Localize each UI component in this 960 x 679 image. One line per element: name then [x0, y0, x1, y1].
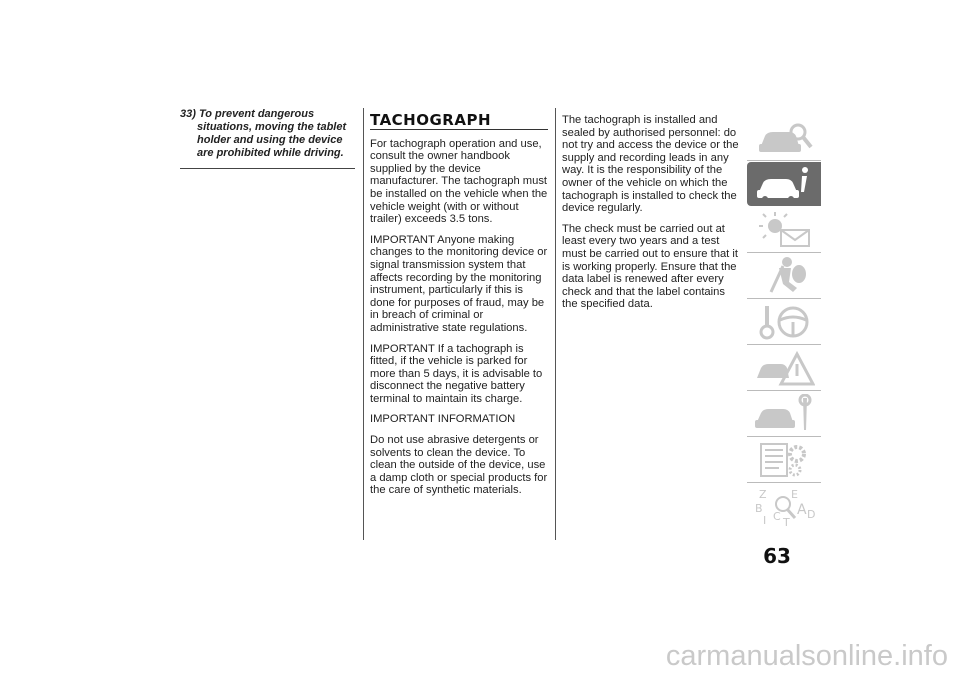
paragraph: IMPORTANT INFORMATION: [370, 413, 516, 426]
car-info-icon: [753, 164, 815, 204]
tab-car-magnifier[interactable]: [747, 116, 821, 161]
key-steering-wheel-icon: [753, 302, 815, 342]
safety-note: [180, 108, 355, 169]
tab-alphabet-index[interactable]: [747, 484, 821, 528]
section-title: TACHOGRAPH: [370, 114, 548, 130]
seat-airbag-icon: [753, 256, 815, 296]
svg-text:Z: Z: [759, 488, 767, 501]
car-magnifier-icon: [753, 118, 815, 158]
tab-key-steering-wheel[interactable]: [747, 300, 821, 345]
tab-warning-light-envelope[interactable]: [747, 208, 821, 253]
svg-text:D: D: [807, 508, 815, 521]
paragraph: The tachograph is installed and sealed by authorised personnel: do not try and access the device or the supply and recording leads in any way. It is the responsibility of the owner of the vehicle on which the tachograph is installed to check the device regularly.: [562, 114, 739, 215]
safety-note-text: 33) To prevent dangerous situations, moving the tablet holder and using the device are prohibited while driving.: [180, 108, 347, 159]
document-gear-icon: [753, 440, 815, 480]
paragraph: The check must be carried out at least every two years and a test must be carried out to ensure that it is working properly. Ensure that the data label is renewed after every check and that the label contains the specified data.: [562, 222, 738, 311]
svg-text:C: C: [773, 510, 781, 523]
tab-seat-airbag[interactable]: [747, 254, 821, 299]
svg-text:T: T: [783, 516, 790, 526]
svg-text:B: B: [755, 502, 763, 515]
alphabet-index-icon: [753, 486, 815, 526]
watermark: carmanualsonline.info: [665, 640, 948, 672]
paragraph: IMPORTANT If a tachograph is fitted, if the vehicle is parked for more than 5 days, it is advisable to disconnect the negative battery terminal to maintain its charge.: [370, 342, 543, 405]
tab-car-wrench[interactable]: [747, 392, 821, 437]
paragraph: IMPORTANT Anyone making changes to the monitoring device or signal transmission system that affects recording by the monitoring instrument, particularly if this is done for purposes of fraud, may be in breach of criminal or administrative state regulations.: [370, 233, 548, 334]
svg-text:I: I: [763, 514, 767, 526]
tab-document-gear[interactable]: [747, 438, 821, 483]
column-rule-left: [363, 108, 364, 540]
text-column-2: [562, 114, 740, 319]
car-warning-triangle-icon: [753, 348, 815, 388]
tab-car-info[interactable]: [747, 162, 821, 206]
svg-text:A: A: [797, 502, 807, 518]
paragraph: For tachograph operation and use, consult the owner handbook supplied by the device manufacturer. The tachograph must be installed on the vehicle when the vehicle weight (with or without trailer) exceeds 3.5 tons.: [370, 137, 548, 226]
paragraph: Do not use abrasive detergents or solvents to clean the device. To clean the outside of the device, use a damp cloth or special products for the care of synthetic materials.: [370, 434, 548, 497]
warning-light-envelope-icon: [753, 210, 815, 250]
tab-car-warning-triangle[interactable]: [747, 346, 821, 391]
page-number: 63: [763, 544, 791, 568]
column-rule-right: [555, 108, 556, 540]
car-wrench-icon: [753, 394, 815, 434]
svg-text:E: E: [791, 488, 798, 501]
text-column-1: [370, 111, 548, 505]
